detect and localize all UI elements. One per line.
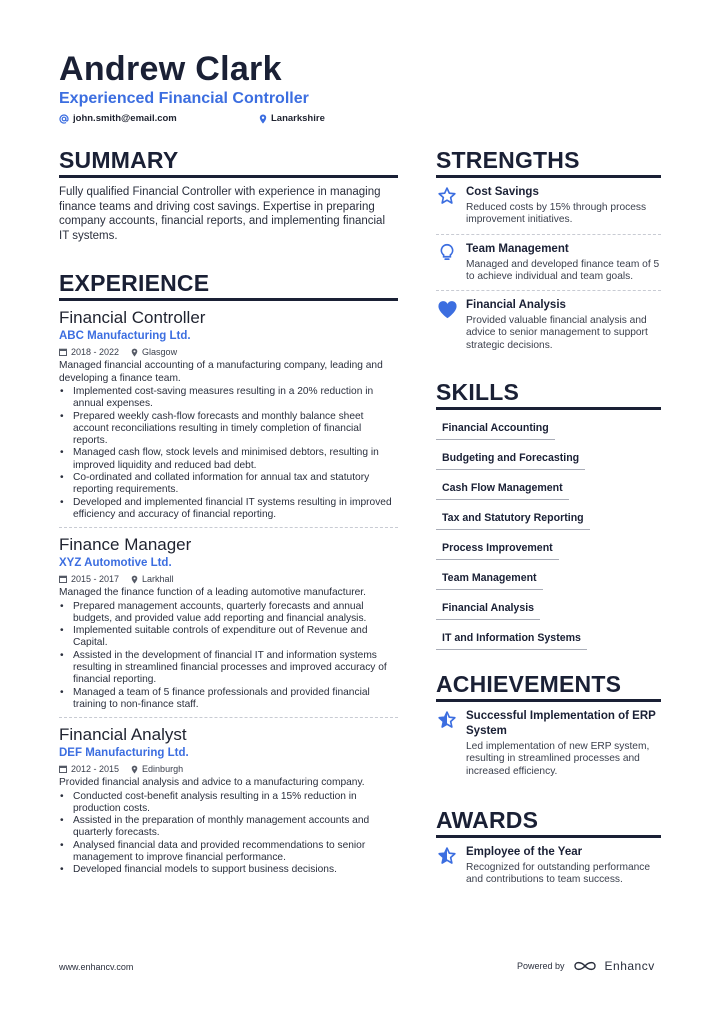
skills-heading: SKILLS	[436, 378, 661, 410]
job-bullet: • Assisted in the development of financial IT and information systems resulting in streamlined financial processes and improved accuracy of financial reporting.	[59, 650, 398, 687]
awards-heading: AWARDS	[436, 806, 661, 838]
job-title: Financial Controller	[59, 308, 206, 328]
divider	[436, 290, 661, 291]
job-meta	[59, 573, 398, 585]
job-title: Financial Analyst	[59, 725, 187, 745]
location-text: Lanarkshire	[271, 113, 325, 124]
strength-item	[436, 185, 661, 227]
award-desc: Recognized for outstanding performance and contributions to team success.	[466, 861, 651, 886]
achievement-item	[436, 709, 661, 778]
enhancv-logo-icon	[573, 959, 597, 973]
job-description: Managed financial accounting of a manufacturing company, leading and developing a finance team.	[59, 360, 383, 384]
candidate-headline: Experienced Financial Controller	[59, 90, 309, 107]
candidate-name: Andrew Clark	[59, 50, 282, 88]
skill-tag: Team Management	[436, 572, 543, 590]
footer-powered	[517, 959, 655, 973]
at-icon	[59, 114, 69, 124]
company-name: XYZ Automotive Ltd.	[59, 557, 172, 570]
job-bullet: • Assisted in the preparation of monthly management accounts and quarterly forecasts.	[59, 815, 398, 840]
strength-desc: Reduced costs by 15% through process improvement initiatives.	[466, 202, 647, 226]
map-pin-icon	[131, 348, 138, 357]
star-half-icon	[436, 709, 458, 731]
skill-tag: Financial Accounting	[436, 422, 555, 440]
job-bullet: • Implemented cost-saving measures resulting in a 20% reduction in annual expenses.	[59, 386, 398, 411]
strength-desc: Provided valuable financial analysis and advice to senior management to support strategic decisions.	[466, 315, 648, 351]
skill-tag: Cash Flow Management	[436, 482, 569, 500]
job-description: Provided financial analysis and advice to a manufacturing company.	[59, 777, 365, 789]
location-contact	[259, 113, 325, 124]
calendar-icon	[59, 765, 67, 773]
job-location: Larkhall	[142, 574, 174, 585]
job-bullet: • Prepared management accounts, quarterly forecasts and annual budgets, and provided value add reporting and financial analysis.	[59, 601, 398, 626]
email-contact[interactable]	[59, 113, 177, 124]
divider	[59, 527, 398, 528]
footer-website[interactable]: www.enhancv.com	[59, 962, 134, 972]
job-bullet: • Developed and implemented financial IT systems resulting in improved efficiency and accuracy of financial reporting.	[59, 497, 398, 522]
divider	[436, 234, 661, 235]
job-description: Managed the finance function of a leading automotive manufacturer.	[59, 587, 366, 599]
calendar-icon	[59, 348, 67, 356]
strength-title: Financial Analysis	[466, 299, 566, 312]
award-title: Employee of the Year	[466, 845, 583, 858]
skills-list	[436, 418, 661, 658]
job-bullet: • Co-ordinated and collated information for annual tax and statutory reporting requirements.	[59, 472, 398, 497]
map-pin-icon	[259, 114, 267, 124]
strength-title: Cost Savings	[466, 186, 539, 198]
skill-tag: IT and Information Systems	[436, 632, 587, 650]
resume-header	[59, 50, 659, 129]
calendar-icon	[59, 575, 67, 583]
achievement-desc: Led implementation of new ERP system, resulting in streamlined processes and increased efficiency.	[466, 741, 650, 777]
job-meta	[59, 346, 398, 358]
lightbulb-icon	[436, 242, 458, 264]
awards-list	[436, 845, 661, 887]
strength-desc: Managed and developed finance team of 5 to achieve individual and team goals.	[466, 258, 660, 282]
heart-icon	[436, 298, 458, 320]
skill-tag: Tax and Statutory Reporting	[436, 512, 590, 530]
job-dates: 2015 - 2017	[71, 574, 120, 585]
experience-item	[59, 724, 398, 876]
experience-list	[59, 307, 398, 876]
map-pin-icon	[131, 765, 138, 774]
company-name: ABC Manufacturing Ltd.	[59, 330, 191, 343]
skill-tag: Budgeting and Forecasting	[436, 452, 585, 470]
company-name: DEF Manufacturing Ltd.	[59, 747, 189, 760]
strength-title: Team Management	[466, 242, 569, 255]
divider	[59, 717, 398, 718]
strengths-list	[436, 185, 661, 352]
job-bullet: • Implemented suitable controls of expenditure out of Revenue and Capital.	[59, 625, 398, 650]
job-bullets	[59, 601, 398, 712]
experience-item	[59, 534, 398, 711]
experience-item	[59, 307, 398, 521]
contact-row	[59, 113, 659, 129]
job-bullet: • Analysed financial data and provided recommendations to senior management to improve financial performance.	[59, 840, 398, 865]
job-location: Glasgow	[142, 347, 178, 358]
star-outline-icon	[436, 185, 458, 207]
strength-item	[436, 242, 661, 284]
left-column	[59, 146, 398, 877]
job-dates: 2012 - 2015	[71, 764, 120, 775]
skill-tag: Process Improvement	[436, 542, 559, 560]
skill-tag: Financial Analysis	[436, 602, 540, 620]
brand-text[interactable]: Enhancv	[604, 959, 655, 973]
summary-heading: SUMMARY	[59, 146, 398, 178]
achievement-title: Successful Implementation of ERP System	[466, 710, 656, 738]
job-bullet: • Managed cash flow, stock levels and minimised debtors, resulting in improved liquidity and reduced bad debt.	[59, 447, 398, 472]
job-bullet: • Managed a team of 5 finance professionals and provided financial training to non-finance staff.	[59, 687, 398, 712]
job-bullet: • Prepared weekly cash-flow forecasts and monthly balance sheet account reconciliations resulting in timely completion of financial reports.	[59, 411, 398, 448]
strengths-heading: STRENGTHS	[436, 146, 661, 178]
experience-heading: EXPERIENCE	[59, 269, 398, 301]
right-column	[436, 146, 661, 887]
star-half-icon	[436, 845, 458, 867]
summary-text: Fully qualified Financial Controller with experience in managing finance teams and driving cost savings. Expertise in preparing company accounts, financial reports, and implementing financial IT systems.	[59, 186, 386, 242]
job-location: Edinburgh	[142, 764, 184, 775]
job-title: Finance Manager	[59, 535, 192, 555]
job-bullets	[59, 791, 398, 877]
achievements-list	[436, 709, 661, 778]
job-bullet: • Conducted cost-benefit analysis resulting in a 15% reduction in production costs.	[59, 791, 398, 816]
job-bullet: • Developed financial models to support business decisions.	[59, 864, 398, 876]
strength-item	[436, 298, 661, 352]
map-pin-icon	[131, 575, 138, 584]
powered-by-text: Powered by	[517, 961, 565, 971]
award-item	[436, 845, 661, 887]
achievements-heading: ACHIEVEMENTS	[436, 670, 661, 702]
job-meta	[59, 763, 398, 775]
email-text: john.smith@email.com	[73, 113, 177, 124]
job-dates: 2018 - 2022	[71, 347, 120, 358]
job-bullets	[59, 386, 398, 521]
